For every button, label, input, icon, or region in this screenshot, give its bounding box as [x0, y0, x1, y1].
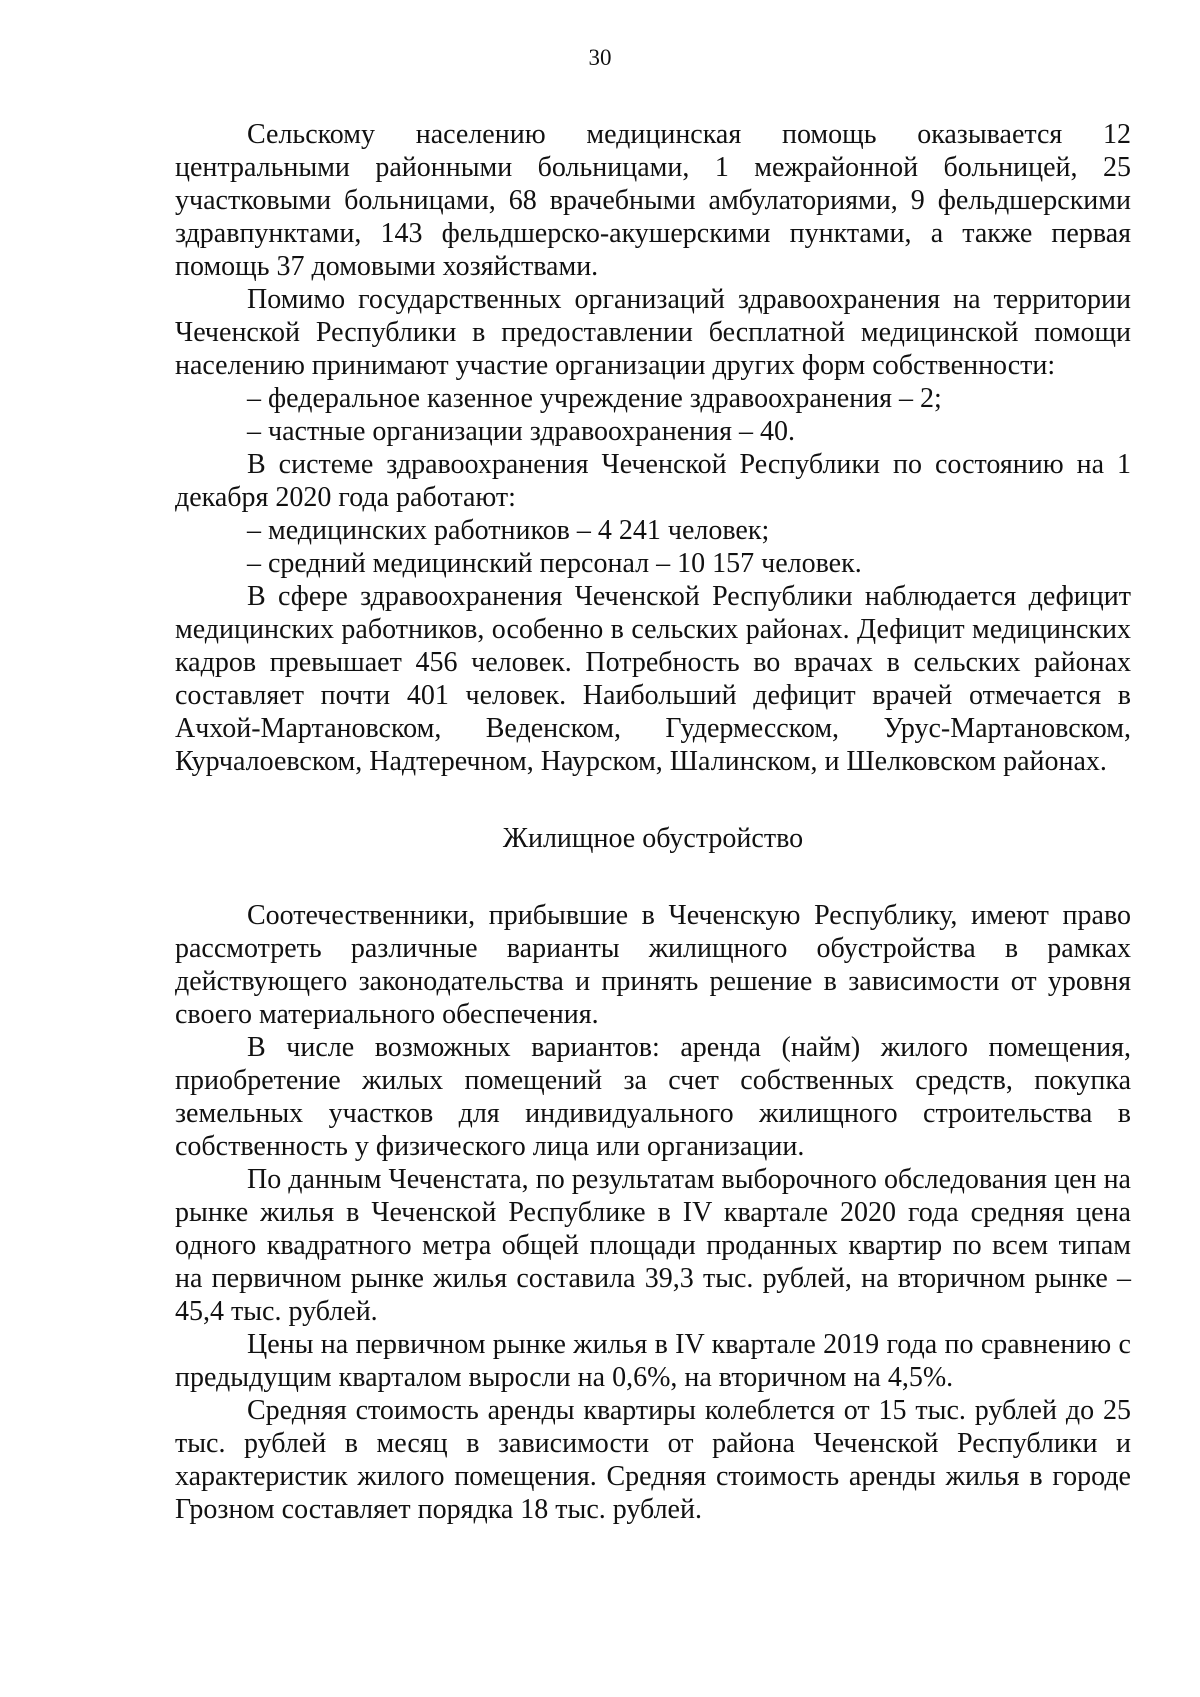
paragraph-other-ownership-forms: Помимо государственных организаций здравоохранения на территории Чеченской Республики в предоставлении бесплатной медицинской помощи населению принимают участие организации других форм собственности:: [175, 284, 1131, 381]
list-item-nursing-staff: – средний медицинский персонал – 10 157 человек.: [247, 548, 862, 579]
paragraph-housing-options: Соотечественники, прибывшие в Чеченскую Республику, имеют право рассмотреть различные варианты жилищного обустройства в рамках действующего законодательства и принять решение в зависимости от уровня своего материального обеспечения.: [175, 900, 1131, 1030]
document-body: [175, 118, 1131, 1526]
section-heading-housing: Жилищное обустройство: [502, 823, 804, 854]
list-item-private-organizations: – частные организации здравоохранения – 40.: [247, 416, 795, 447]
paragraph-healthcare-staff-intro: В системе здравоохранения Чеченской Республики по состоянию на 1 декабря 2020 года работают:: [175, 449, 1131, 513]
paragraph-rent-cost: Средняя стоимость аренды квартиры колеблется от 15 тыс. рублей до 25 тыс. рублей в месяц в зависимости от района Чеченской Республики и характеристик жилого помещения. Средняя стоимость аренды жилья в городе Грозном составляет порядка 18 тыс. рублей.: [175, 1395, 1131, 1525]
page-number: 30: [588, 45, 612, 70]
paragraph-staff-deficit: В сфере здравоохранения Чеченской Республики наблюдается дефицит медицинских работников, особенно в сельских районах. Дефицит медицинских кадров превышает 456 человек. Потребность во врачах в сельских районах составляет почти 401 человек. Наибольший дефицит врачей отмечается в Ачхой-Мартановском, Веденском, Гудермесском, Урус-Мартановском, Курчалоевском, Надтеречном, Наурском, Шалинском, и Шелковском районах.: [175, 581, 1131, 777]
paragraph-possible-variants: В числе возможных вариантов: аренда (найм) жилого помещения, приобретение жилых помещений за счет собственных средств, покупка земельных участков для индивидуального жилищного строительства в собственность у физического лица или организации.: [175, 1032, 1131, 1162]
list-item-federal-institution: – федеральное казенное учреждение здравоохранения – 2;: [247, 383, 942, 414]
paragraph-price-growth: Цены на первичном рынке жилья в IV квартале 2019 года по сравнению с предыдущим кварталом выросли на 0,6%, на вторичном на 4,5%.: [175, 1329, 1131, 1393]
list-item-medical-workers: – медицинских работников – 4 241 человек;: [247, 515, 770, 546]
paragraph-housing-prices: По данным Чеченстата, по результатам выборочного обследования цен на рынке жилья в Чеченской Республике в IV квартале 2020 года средняя цена одного квадратного метра общей площади проданных квартир по всем типам на первичном рынке жилья составила 39,3 тыс. рублей, на вторичном рынке – 45,4 тыс. рублей.: [175, 1164, 1131, 1327]
paragraph-rural-medical-care: Сельскому населению медицинская помощь оказывается 12 центральными районными больницами, 1 межрайонной больницей, 25 участковыми больницами, 68 врачебными амбулаториями, 9 фельдшерскими здравпунктами, 143 фельдшерско-акушерскими пунктами, а также первая помощь 37 домовыми хозяйствами.: [175, 119, 1131, 282]
